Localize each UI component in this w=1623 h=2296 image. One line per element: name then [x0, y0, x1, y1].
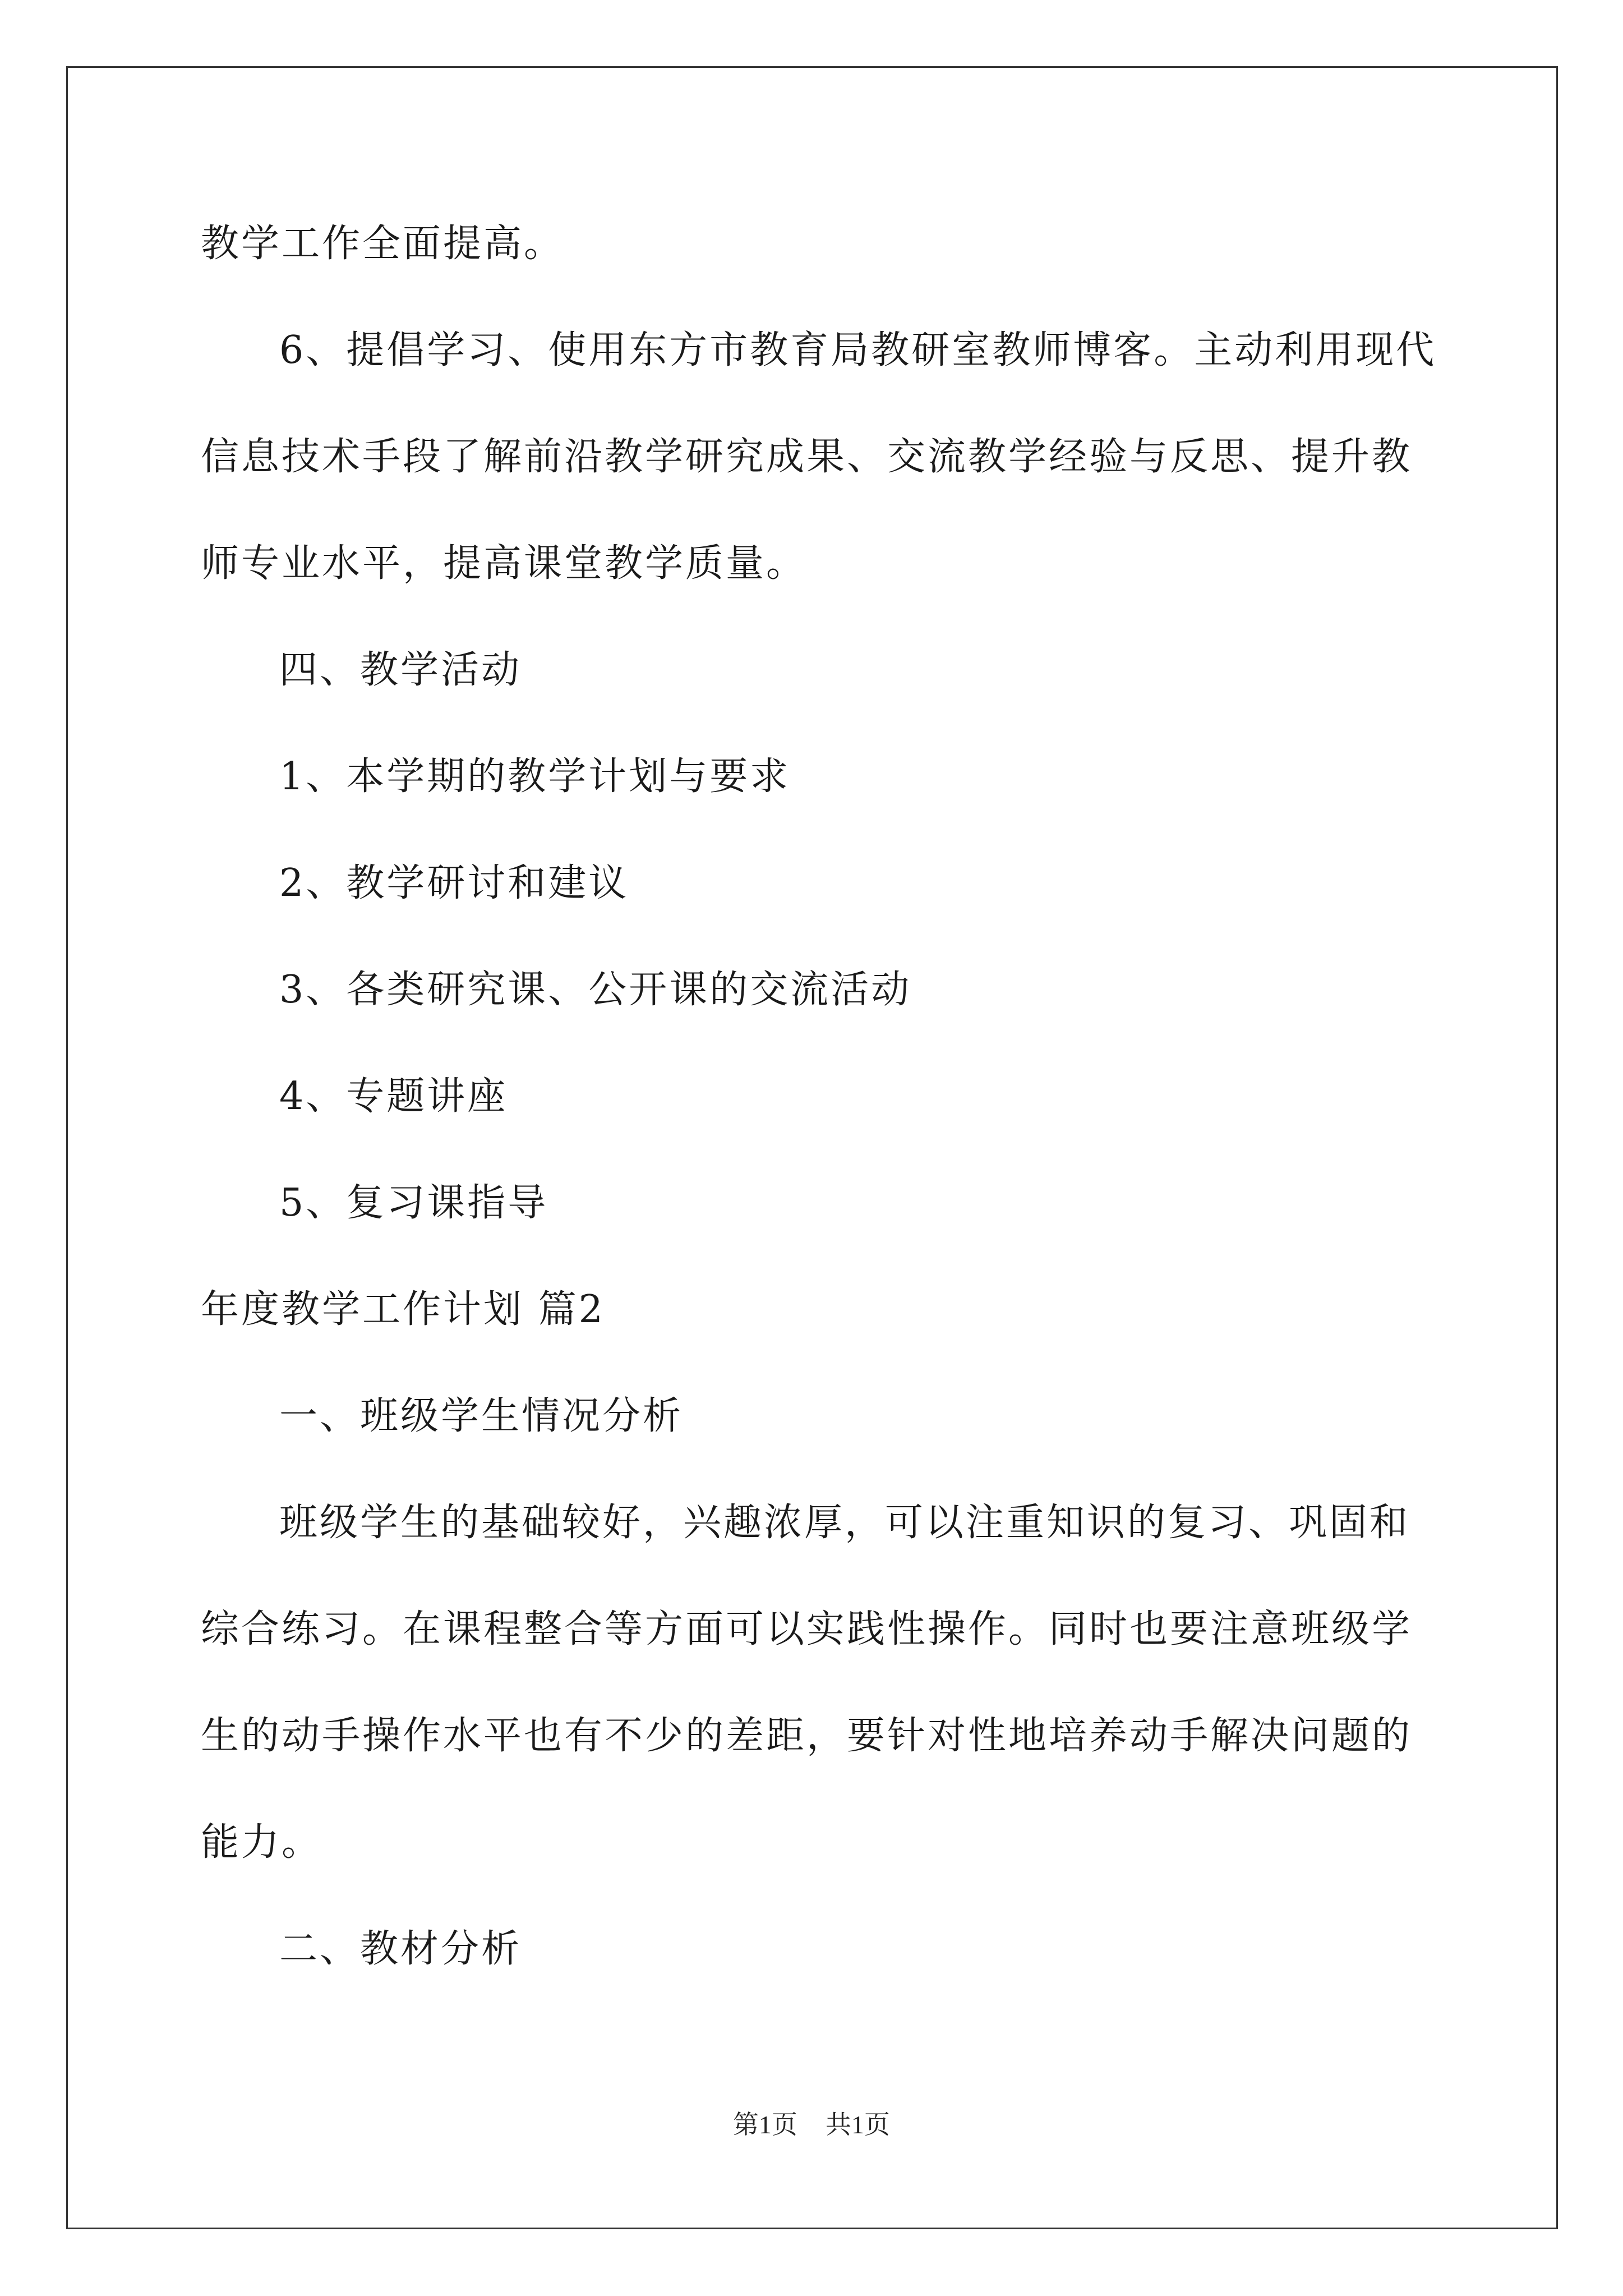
page-number: 第1页 [733, 2110, 797, 2139]
section-heading: 一、班级学生情况分析 [279, 1394, 684, 1438]
list-item: 2、教学研讨和建议 [279, 861, 629, 905]
page-footer [0, 2108, 1623, 2142]
list-item: 4、专题讲座 [279, 1074, 508, 1119]
section-heading: 四、教学活动 [279, 648, 522, 692]
list-item: 3、各类研究课、公开课的交流活动 [279, 968, 912, 1012]
article-title: 年度教学工作计划 篇2 [201, 1287, 605, 1332]
body-line: 信息技术手段了解前沿教学研究成果、交流教学经验与反思、提升教 [201, 435, 1413, 479]
list-item: 1、本学期的教学计划与要求 [279, 754, 791, 799]
body-line: 综合练习。在课程整合等方面可以实践性操作。同时也要注意班级学 [201, 1607, 1413, 1651]
page-total: 共1页 [826, 2110, 890, 2139]
body-line: 6、提倡学习、使用东方市教育局教研室教师博客。主动利用现代 [279, 328, 1437, 372]
body-line: 生的动手操作水平也有不少的差距，要针对性地培养动手解决问题的 [201, 1714, 1413, 1758]
body-line: 能力。 [201, 1820, 322, 1865]
body-line: 教学工作全面提高。 [201, 222, 565, 266]
page-border [66, 66, 1558, 2229]
list-item: 5、复习课指导 [279, 1181, 548, 1225]
body-line: 师专业水平，提高课堂教学质量。 [201, 541, 807, 586]
section-heading: 二、教材分析 [279, 1927, 522, 1971]
body-line: 班级学生的基础较好，兴趣浓厚，可以注重知识的复习、巩固和 [279, 1501, 1410, 1545]
